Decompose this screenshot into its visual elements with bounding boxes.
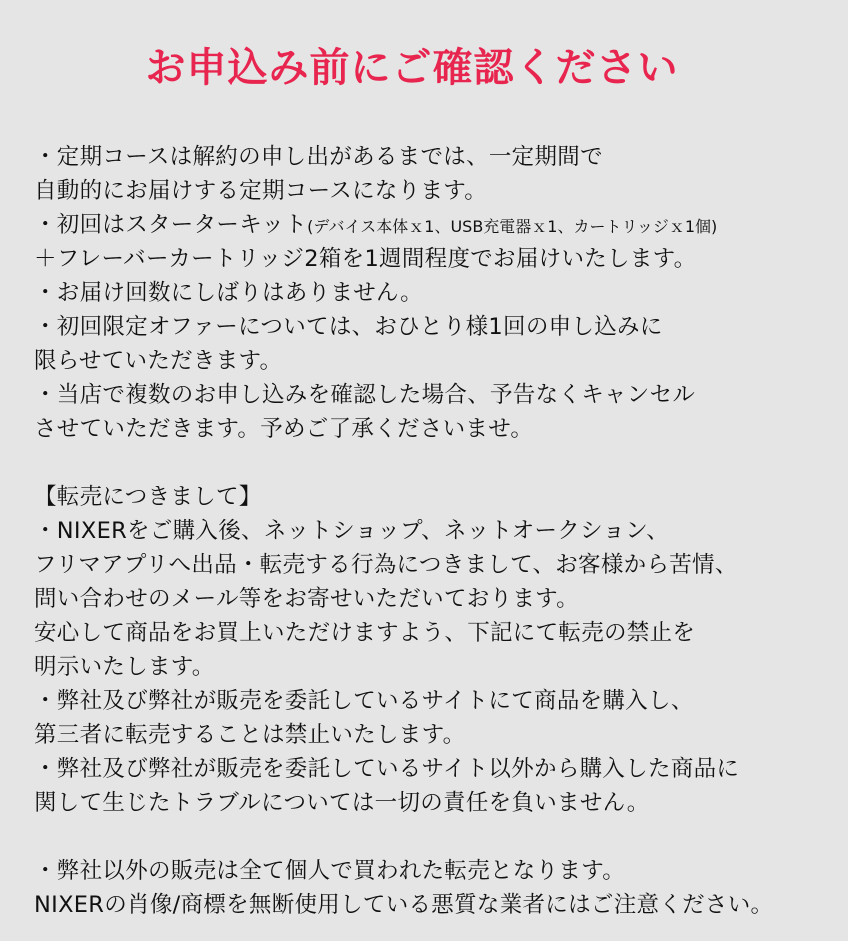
- blank-line: [34, 446, 834, 480]
- text-line: NIXERの肖像/商標を無断使用している悪質な業者にはご注意ください。: [34, 892, 774, 918]
- text-line: ・初回限定オファーについては、おひとり様1回の申し込みに: [34, 314, 663, 340]
- page-title: お申込み前にご確認ください: [145, 45, 679, 91]
- text-line: 明示いたします。: [34, 654, 215, 680]
- text-line: 問い合わせのメール等をお寄せいただいております。: [34, 586, 579, 612]
- text-line: ・定期コースは解約の申し出があるまでは、一定期間で: [34, 144, 603, 170]
- text-line: ・お届け回数にしばりはありません。: [34, 280, 423, 306]
- blank-line: [34, 820, 834, 854]
- text-line: 第三者に転売することは禁止いたします。: [34, 722, 466, 748]
- text-line: 関して生じたトラブルについては一切の責任を負いません。: [34, 790, 650, 816]
- text-line: させていただきます。予めご了承くださいませ。: [34, 416, 534, 442]
- text-line: 自動的にお届けする定期コースになります。: [34, 178, 488, 204]
- text-line-main: ・初回はスターターキット: [34, 212, 308, 238]
- text-line: ・弊社以外の販売は全て個人で買われた転売となります。: [34, 858, 626, 884]
- text-line: [34, 208, 834, 242]
- section-heading: 【転売につきまして】: [34, 484, 262, 510]
- text-line: フリマアプリへ出品・転売する行為につきまして、お客様から苦情、: [34, 552, 738, 578]
- notice-body: [34, 140, 834, 922]
- text-line: ・NIXERをご購入後、ネットショップ、ネットオークション、: [34, 518, 670, 544]
- text-line: ・当店で複数のお申し込みを確認した場合、予告なくキャンセル: [34, 382, 696, 408]
- text-line: 限らせていただきます。: [34, 348, 283, 374]
- text-line: ＋フレーバーカートリッジ2箱を1週間程度でお届けいたします。: [34, 246, 697, 272]
- text-line-note: (デバイス本体ｘ1、USB充電器ｘ1、カートリッジｘ1個): [307, 217, 718, 236]
- text-line: 安心して商品をお買上いただけますよう、下記にて転売の禁止を: [34, 620, 696, 646]
- text-line: ・弊社及び弊社が販売を委託しているサイトにて商品を購入し、: [34, 688, 694, 714]
- text-line: ・弊社及び弊社が販売を委託しているサイト以外から購入した商品に: [34, 756, 740, 782]
